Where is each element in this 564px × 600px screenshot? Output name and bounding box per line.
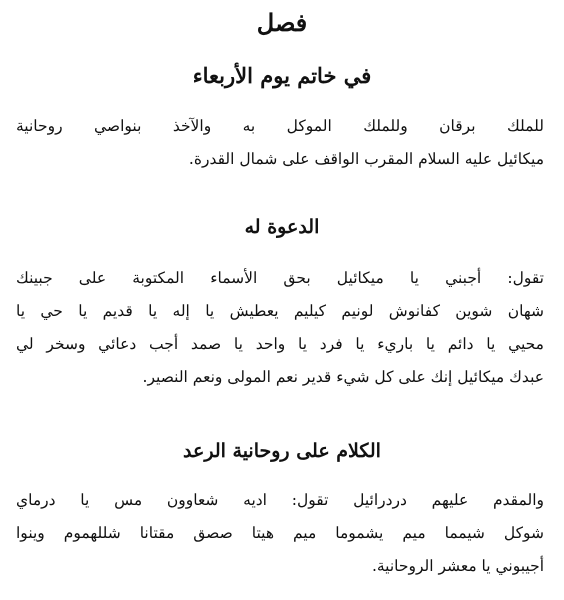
text-line: والمقدم عليهم دردرائيل تقول: اديه شعاوون مس يا درماي [16, 491, 544, 509]
invocation-paragraph [16, 262, 544, 394]
text-line: تقول: أجبني يا ميكائيل بحق الأسماء المكتوبة على جبينك [16, 269, 544, 287]
text-line: ميكائيل عليه السلام المقرب الواقف على شمال القدرة. [188, 150, 544, 168]
text-line: أجيبوني يا معشر الروحانية. [371, 557, 544, 575]
text-line: محيي يا دائم يا باريء يا فرد يا واحد يا صمد أجب دعائي وسخر لي [16, 335, 544, 353]
speech-heading: الكلام على روحانية الرعد [183, 440, 381, 462]
invocation-heading: الدعوة له [244, 216, 320, 238]
text-line: شهان شوين كفانوش لونيم كيليم يعطيش يا إله يا قديم يا حي يا [16, 302, 544, 320]
text-line: للملك برقان وللملك الموكل به والآخذ بنواصي روحانية [16, 117, 544, 135]
text-line: شوكل شيمما ميم يشموما ميم هيتا صصق مقتانا شللهموم وينوا [16, 524, 544, 542]
section-heading: فصل [256, 8, 308, 37]
speech-paragraph [16, 484, 544, 583]
text-line: عبدك ميكائيل إنك على كل شيء قدير نعم المولى ونعم النصير. [142, 368, 544, 386]
chapter-title: في خاتم يوم الأربعاء [192, 63, 372, 88]
intro-paragraph [16, 110, 544, 176]
